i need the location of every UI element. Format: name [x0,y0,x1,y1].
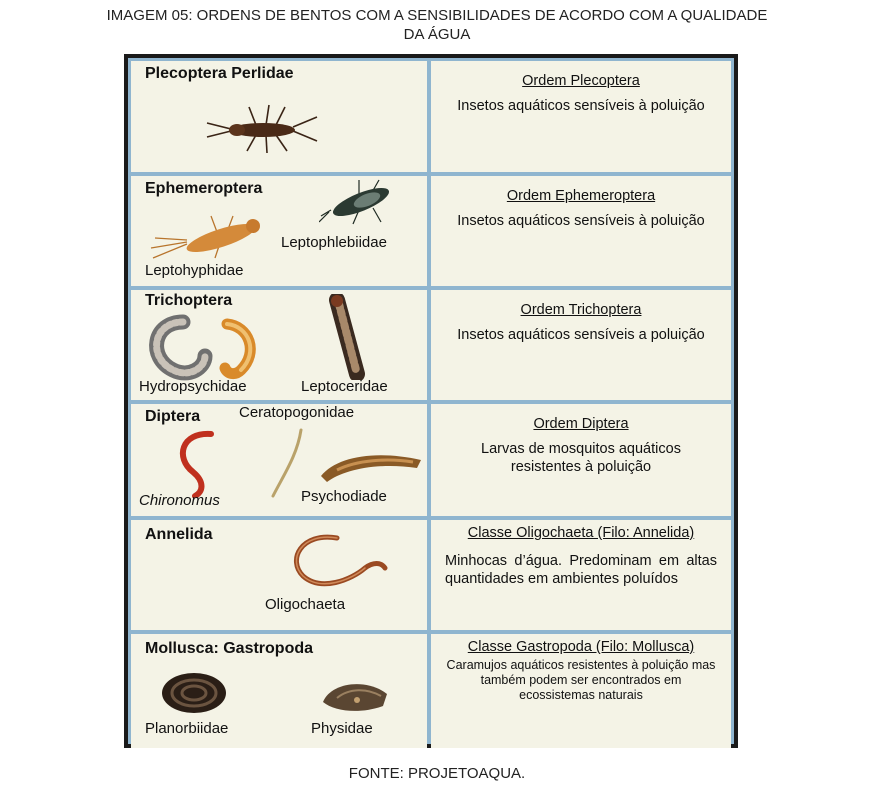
cell-ephemeroptera [131,176,427,286]
cell-trichoptera-info [431,290,731,400]
label-leptophlebiidae: Leptophlebiidae [281,234,387,251]
cell-mollusca [131,634,427,748]
cell-diptera-info [431,404,731,516]
row-name-annelida: Annelida [145,526,213,543]
title-line-2: DA ÁGUA [403,26,471,43]
row-name-mollusca: Mollusca: Gastropoda [145,640,314,657]
moth-fly-larva-icon [317,446,427,486]
label-physidae: Physidae [311,720,373,737]
row-desc-mollusca: Caramujos aquáticos resistentes à poluição mas também podem ser encontrados em ecossistemas naturais [446,658,716,702]
label-oligochaeta: Oligochaeta [265,596,346,613]
label-leptohyphidae: Leptohyphidae [145,262,244,279]
label-leptoceridae: Leptoceridae [301,378,388,395]
label-chironomus: Chironomus [139,492,220,509]
title-line-1: IMAGEM 05: ORDENS DE BENTOS COM A SENSIBILIDADES DE ACORDO COM A QUALIDADE [106,7,768,24]
row-desc-trichoptera: Insetos aquáticos sensíveis a poluição [457,327,705,343]
label-ceratopogonidae: Ceratopogonidae [239,404,355,421]
cell-ephemeroptera-info [431,176,731,286]
row-name-trichoptera: Trichoptera [145,292,233,309]
figure-title [0,6,874,44]
row-heading-ephemeroptera: Ordem Ephemeroptera [506,188,656,204]
row-name-plecoptera: Plecoptera Perlidae [145,65,294,82]
mayfly-dark-icon [319,176,399,226]
row-heading-trichoptera: Ordem Trichoptera [520,302,642,318]
row-heading-diptera: Ordem Diptera [533,416,629,432]
stonefly-icon [201,97,321,157]
cell-annelida [131,520,427,630]
row-name-ephemeroptera: Ephemeroptera [145,180,263,197]
row-name-diptera: Diptera [145,408,201,425]
cell-mollusca-info [431,634,731,748]
cell-plecoptera [131,61,427,172]
mayfly-icon [147,202,277,262]
row-desc-annelida: Minhocas d’água. Predominam em altas quantidades em ambientes poluídos [445,553,717,587]
row-heading-plecoptera: Ordem Plecoptera [522,73,640,89]
row-heading-mollusca: Classe Gastropoda (Filo: Mollusca) [467,639,695,655]
cell-plecoptera-info [431,61,731,172]
caddisfly-larva-icon [143,312,263,382]
row-desc-plecoptera: Insetos aquáticos sensíveis à poluição [457,98,705,114]
figure-source: FONTE: PROJETOAQUA. [348,765,526,782]
bloodworm-icon [161,428,231,498]
pond-snail-icon [317,676,397,716]
benthos-table [124,54,738,748]
label-planorbiidae: Planorbiidae [145,720,229,737]
case-larva-icon [327,294,371,380]
label-psychodiade: Psychodiade [301,488,387,505]
ramshorn-snail-icon [159,670,229,716]
row-desc-diptera: Larvas de mosquitos aquáticos resistentes à poluição [481,441,681,475]
cell-diptera [131,404,427,516]
row-heading-annelida: Classe Oligochaeta (Filo: Annelida) [467,525,695,541]
label-hydropsychidae: Hydropsychidae [139,378,247,395]
worm-icon [281,528,391,592]
cell-annelida-info [431,520,731,630]
row-desc-ephemeroptera: Insetos aquáticos sensíveis à poluição [457,213,705,229]
cell-trichoptera [131,290,427,400]
